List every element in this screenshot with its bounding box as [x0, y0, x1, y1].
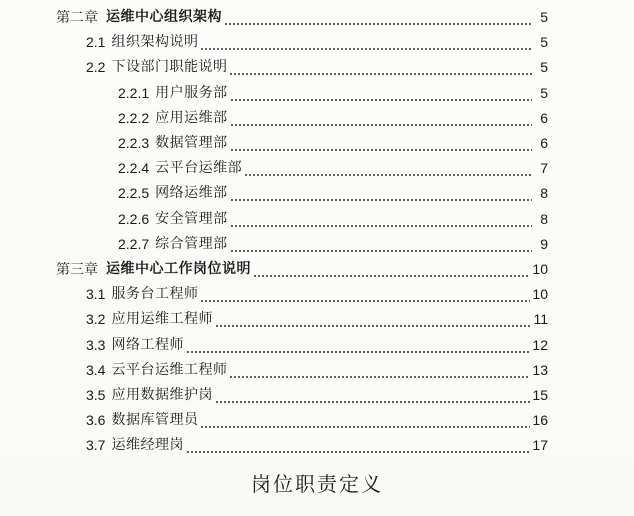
toc-entry-title: 运维经理岗 [111, 437, 184, 454]
toc-entry-page-number: 9 [540, 235, 548, 252]
toc-entry-title: 应用运维工程师 [111, 311, 213, 328]
dot-leader [224, 6, 532, 28]
toc-entry[interactable] [86, 31, 548, 53]
toc-entry[interactable] [86, 308, 548, 330]
toc-entry[interactable] [86, 283, 548, 305]
toc-entry-page-number: 10 [532, 286, 548, 303]
toc-entry-title: 安全管理部 [155, 210, 228, 227]
dot-leader [200, 409, 530, 431]
toc-entry-number: 3.3 [86, 336, 106, 353]
toc-entry-number: 2.2.7 [118, 235, 150, 252]
toc-entry-page-number: 11 [533, 311, 548, 328]
toc-entry-page-number: 8 [540, 185, 548, 202]
dot-leader [215, 384, 530, 406]
toc-entry[interactable] [86, 384, 548, 406]
toc-entry[interactable] [118, 157, 548, 179]
dot-leader [253, 258, 530, 280]
toc-entry[interactable] [118, 182, 548, 204]
toc-entry-page-number: 17 [532, 437, 548, 454]
toc-entry[interactable] [86, 56, 548, 78]
dot-leader [200, 31, 532, 53]
dot-leader [215, 308, 531, 330]
dot-leader [230, 132, 532, 154]
toc-entry[interactable] [56, 258, 548, 280]
toc-entry-title: 云平台运维部 [155, 160, 243, 177]
dot-leader [186, 334, 530, 356]
toc-entry[interactable] [118, 233, 548, 255]
toc-entry-number: 2.2.3 [118, 135, 150, 151]
toc-entry-page-number: 7 [540, 160, 548, 177]
toc-entry-page-number: 12 [532, 336, 548, 353]
toc-entry-number: 2.1 [86, 34, 106, 51]
toc-entry[interactable] [118, 82, 548, 104]
toc-entry-page-number: 6 [540, 135, 548, 151]
toc-entry-title: 运维中心工作岗位说明 [106, 261, 251, 277]
dot-leader [230, 233, 532, 255]
toc-entry[interactable] [86, 334, 548, 356]
toc-entry[interactable] [118, 107, 548, 129]
toc-entry-number: 3.4 [86, 361, 106, 378]
toc-entry[interactable] [86, 434, 548, 456]
dot-leader [229, 56, 532, 78]
toc-entry-page-number: 8 [540, 210, 548, 227]
toc-entry-page-number: 5 [540, 59, 548, 76]
toc-entry-number: 3.1 [86, 286, 106, 303]
toc-entry-number: 第三章 [56, 261, 98, 277]
toc-entry-title: 用户服务部 [155, 84, 228, 101]
toc-entry-number: 第二章 [56, 9, 98, 25]
toc-entry-number: 3.2 [86, 311, 106, 328]
toc-entry-page-number: 13 [532, 361, 548, 378]
dot-leader [186, 434, 530, 456]
toc-entry[interactable] [118, 208, 548, 230]
toc-entry-title: 网络工程师 [111, 336, 184, 353]
toc-entry-number: 2.2.6 [118, 210, 150, 227]
toc-entry-title: 服务台工程师 [111, 286, 199, 303]
dot-leader [230, 182, 532, 204]
toc-entry-title: 应用数据维护岗 [111, 387, 213, 403]
toc-entry[interactable] [86, 359, 548, 381]
toc-entry-number: 3.5 [86, 387, 106, 403]
toc-entry-page-number: 10 [532, 261, 548, 277]
toc-entry-page-number: 15 [532, 387, 548, 403]
toc-entry-title: 数据库管理员 [111, 412, 199, 429]
dot-leader [200, 283, 530, 305]
toc-entry-title: 综合管理部 [155, 235, 228, 252]
toc-entry-number: 2.2.2 [118, 109, 150, 126]
section-heading: 岗位职责定义 [251, 472, 383, 496]
toc-entry-number: 2.2.5 [118, 185, 150, 202]
toc-entry-page-number: 16 [532, 412, 548, 429]
toc-entry[interactable] [118, 132, 548, 154]
toc-entry-page-number: 5 [540, 34, 548, 51]
dot-leader [230, 107, 532, 129]
toc-entry-number: 3.6 [86, 412, 106, 429]
toc-entry-title: 网络运维部 [155, 185, 228, 202]
toc-entry-number: 2.2.4 [118, 160, 150, 177]
toc-entry[interactable] [86, 409, 548, 431]
dot-leader [230, 82, 532, 104]
dot-leader [229, 359, 530, 381]
toc-entry-page-number: 5 [540, 84, 548, 101]
toc-entry-number: 2.2 [86, 59, 106, 76]
toc-entry-page-number: 5 [540, 9, 548, 25]
toc-entry-number: 3.7 [86, 437, 106, 454]
toc-entry-title: 组织架构说明 [111, 34, 199, 51]
toc-entry-title: 应用运维部 [155, 109, 228, 126]
toc-entry-title: 运维中心组织架构 [106, 9, 222, 25]
toc-entry-title: 数据管理部 [155, 135, 228, 151]
toc-entry-number: 2.2.1 [118, 84, 150, 101]
dot-leader [244, 157, 532, 179]
toc-entry-title: 下设部门职能说明 [111, 59, 228, 76]
dot-leader [230, 208, 532, 230]
toc-entry-page-number: 6 [540, 109, 548, 126]
toc-entry-title: 云平台运维工程师 [111, 361, 228, 378]
toc-entry[interactable] [56, 6, 548, 28]
